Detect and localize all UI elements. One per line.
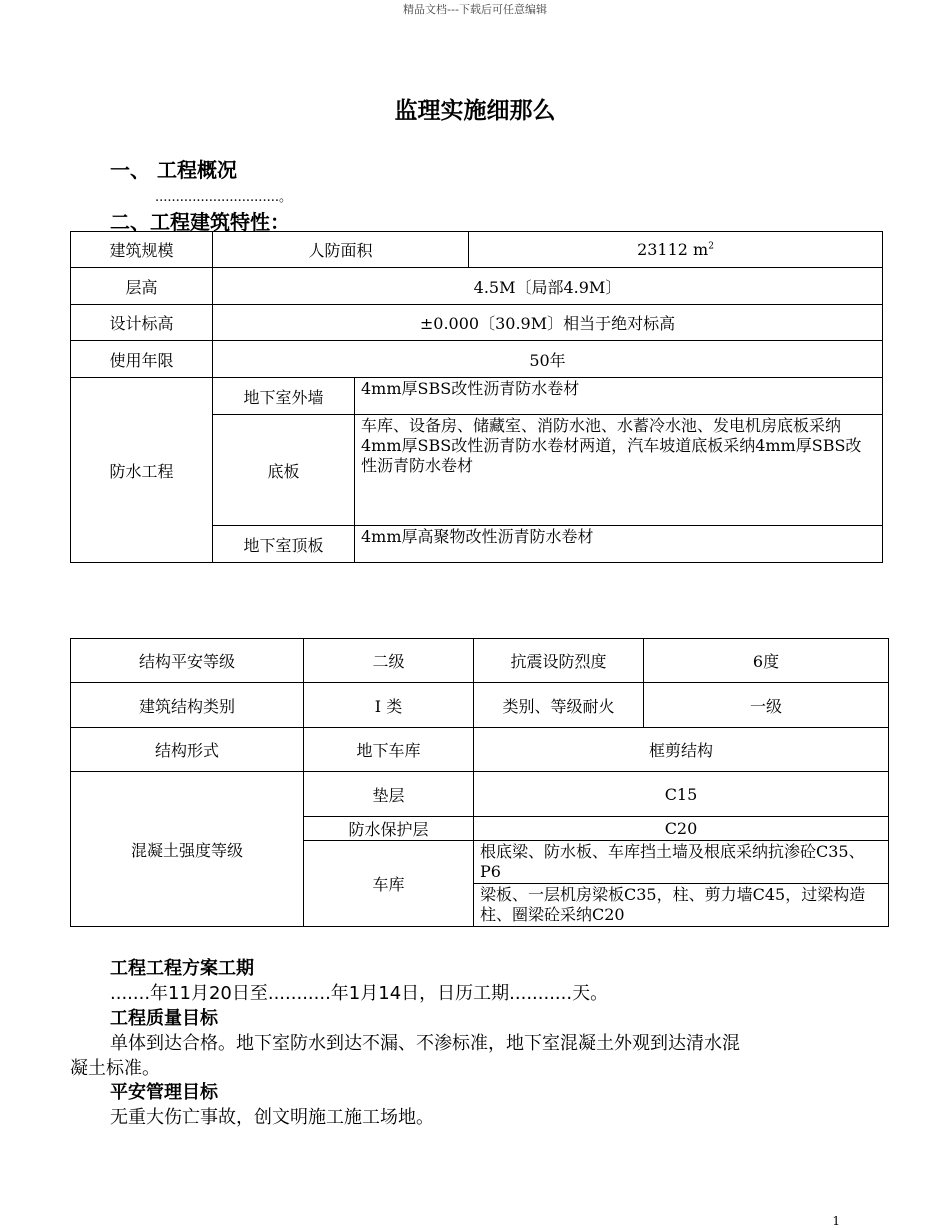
table-cell: 梁板、一层机房梁板C35，柱、剪力墙C45，过梁构造柱、圈梁砼采纳C20 xyxy=(474,884,889,927)
schedule-text: .......年11月20日至...........年1月14日，日历工期...........天。 xyxy=(110,983,609,1004)
unit-superscript: 2 xyxy=(708,241,714,252)
document-title: 监理实施细那么 xyxy=(394,98,556,124)
table-row xyxy=(71,268,883,305)
table-row xyxy=(71,341,883,378)
table-row xyxy=(71,639,889,683)
table-cell: 结构形式 xyxy=(71,728,304,772)
table-cell: 垫层 xyxy=(304,772,474,817)
table-cell xyxy=(469,232,883,268)
table-cell: 地下车库 xyxy=(304,728,474,772)
table-cell: 人防面积 xyxy=(213,232,469,268)
table-row xyxy=(71,232,883,268)
area-value: 23112 m xyxy=(637,240,709,259)
table-cell: 建筑规模 xyxy=(71,232,213,268)
table-cell: 50年 xyxy=(213,341,883,378)
table-cell: 车库 xyxy=(304,841,474,927)
table-cell: 抗震设防烈度 xyxy=(474,639,644,683)
page-header: 精品文档---下载后可任意编辑 xyxy=(403,3,547,16)
table-cell: 类别、等级耐火 xyxy=(474,683,644,728)
overview-placeholder: ..............................。 xyxy=(155,190,292,205)
heading-quality: 工程质量目标 xyxy=(110,1008,218,1029)
table-row xyxy=(71,683,889,728)
table-cell: Ⅰ 类 xyxy=(304,683,474,728)
table-cell: ±0.000〔30.9M〕相当于绝对标高 xyxy=(213,305,883,341)
table-cell: 6度 xyxy=(644,639,889,683)
building-features-table xyxy=(70,231,883,563)
table-cell: C20 xyxy=(474,817,889,841)
table-row xyxy=(71,728,889,772)
table-cell: 建筑结构类别 xyxy=(71,683,304,728)
quality-text-line2: 凝土标准。 xyxy=(70,1058,160,1079)
table-cell: 设计标高 xyxy=(71,305,213,341)
table-cell: 混凝土强度等级 xyxy=(71,772,304,927)
heading-schedule: 工程工程方案工期 xyxy=(110,958,254,979)
section-heading-features: 二、工程建筑特性： xyxy=(110,210,290,234)
table-cell: 4mm厚高聚物改性沥青防水卷材 xyxy=(355,526,883,563)
table-cell: 车库、设备房、储藏室、消防水池、水蓄冷水池、发电机房底板采纳4mm厚SBS改性沥青防水卷材两道，汽车坡道底板采纳4mm厚SBS改性沥青防水卷材 xyxy=(355,415,883,526)
table-cell: 地下室外墙 xyxy=(213,378,355,415)
heading-safety: 平安管理目标 xyxy=(110,1082,218,1103)
table-cell: 层高 xyxy=(71,268,213,305)
table-cell: C15 xyxy=(474,772,889,817)
table-cell: 4.5M〔局部4.9M〕 xyxy=(213,268,883,305)
table-cell: 4mm厚SBS改性沥青防水卷材 xyxy=(355,378,883,415)
table-cell: 根底梁、防水板、车库挡土墙及根底采纳抗渗砼C35、P6 xyxy=(474,841,889,884)
table-row xyxy=(71,772,889,817)
table-cell: 使用年限 xyxy=(71,341,213,378)
table-cell: 一级 xyxy=(644,683,889,728)
table-cell: 防水工程 xyxy=(71,378,213,563)
page-number: 1 xyxy=(832,1214,840,1228)
table-cell: 底板 xyxy=(213,415,355,526)
table-row xyxy=(71,378,883,415)
table-cell: 二级 xyxy=(304,639,474,683)
table-cell: 防水保护层 xyxy=(304,817,474,841)
table-row xyxy=(71,305,883,341)
table-cell: 结构平安等级 xyxy=(71,639,304,683)
quality-text-line1: 单体到达合格。地下室防水到达不漏、不渗标准，地下室混凝土外观到达清水混 xyxy=(110,1033,740,1054)
table-cell: 框剪结构 xyxy=(474,728,889,772)
section-heading-overview: 一、 工程概况 xyxy=(110,158,237,182)
safety-text: 无重大伤亡事故，创文明施工施工场地。 xyxy=(110,1107,434,1128)
table-cell: 地下室顶板 xyxy=(213,526,355,563)
structure-table xyxy=(70,638,889,927)
